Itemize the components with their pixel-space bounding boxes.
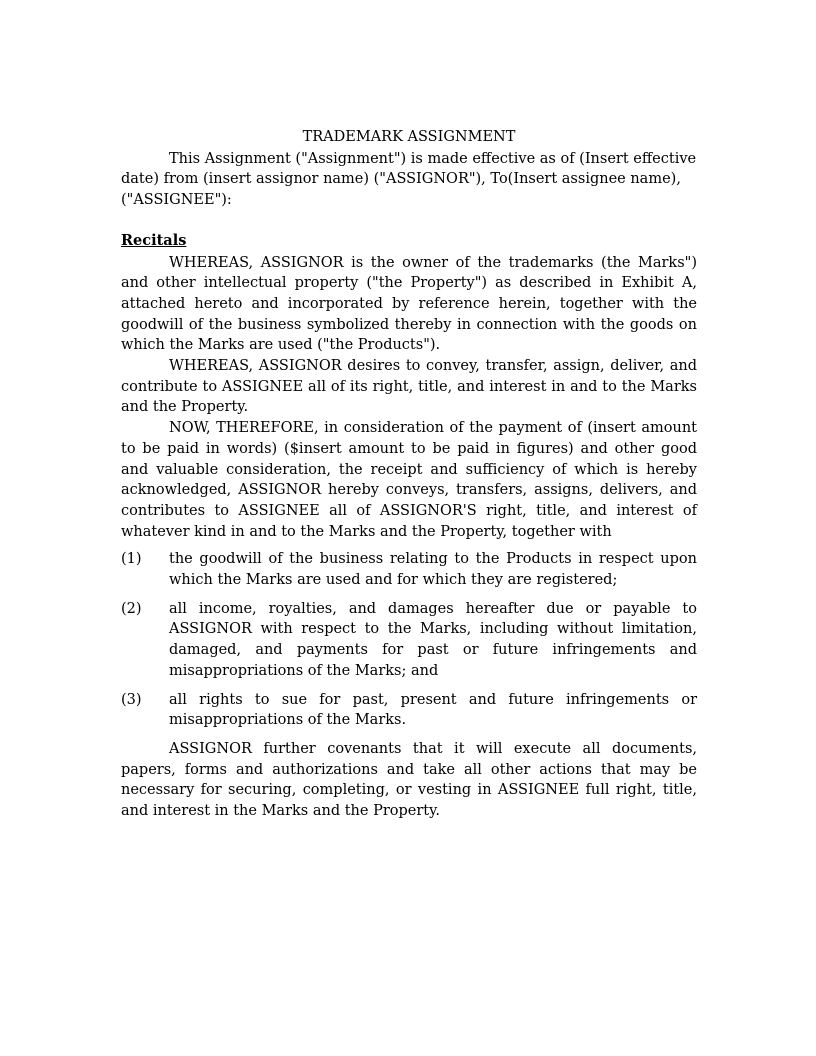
recital-paragraph-1: WHEREAS, ASSIGNOR is the owner of the trademarks (the Marks") and other intellectual property ("the Property") as described in Exhibit A, attached hereto and incorporated by reference herein, together with the goodwill of the business symbolized thereby in connection with the goods on which the Marks are used ("the Products").	[121, 254, 697, 354]
list-item-number: (3)	[121, 691, 142, 708]
document-page	[121, 127, 697, 822]
recitals-heading: Recitals	[121, 231, 187, 249]
list-item-text: all rights to sue for past, present and future infringements or misappropriations of the Marks.	[169, 691, 697, 729]
list-item-number: (2)	[121, 600, 142, 617]
intro-paragraph: This Assignment ("Assignment") is made effective as of (Insert effective date) from (insert assignor name) ("ASSIGNOR"), To(Insert assignee name), ("ASSIGNEE"):	[121, 150, 697, 209]
list-item	[121, 599, 697, 682]
conveyance-list	[121, 549, 697, 731]
list-item-text: all income, royalties, and damages hereafter due or payable to ASSIGNOR with respect to the Marks, including without limitation, damaged, and payments for past or future infringements and misappropriations of the Marks; and	[169, 600, 697, 679]
list-item-number: (1)	[121, 551, 142, 568]
list-item	[121, 549, 697, 590]
list-item	[121, 690, 697, 731]
covenant-paragraph: ASSIGNOR further covenants that it will execute all documents, papers, forms and authorizations and take all other actions that may be necessary for securing, completing, or vesting in ASSIGNEE full right, title, and interest in the Marks and the Property.	[121, 740, 697, 820]
consideration-paragraph: NOW, THEREFORE, in consideration of the payment of (insert amount to be paid in words) ($insert amount to be paid in figures) and other good and valuable consideration, the receipt and sufficiency of which is hereby acknowledged, ASSIGNOR hereby conveys, transfers, assigns, delivers, and contributes to ASSIGNEE all of ASSIGNOR'S right, title, and interest of whatever kind in and to the Marks and the Property, together with	[121, 420, 697, 540]
list-item-text: the goodwill of the business relating to the Products in respect upon which the Marks are used and for which they are registered;	[169, 551, 697, 589]
recital-paragraph-2: WHEREAS, ASSIGNOR desires to convey, transfer, assign, deliver, and contribute to ASSIGNEE all of its right, title, and interest in and to the Marks and the Property.	[121, 358, 697, 416]
document-title: TRADEMARK ASSIGNMENT	[302, 129, 516, 145]
